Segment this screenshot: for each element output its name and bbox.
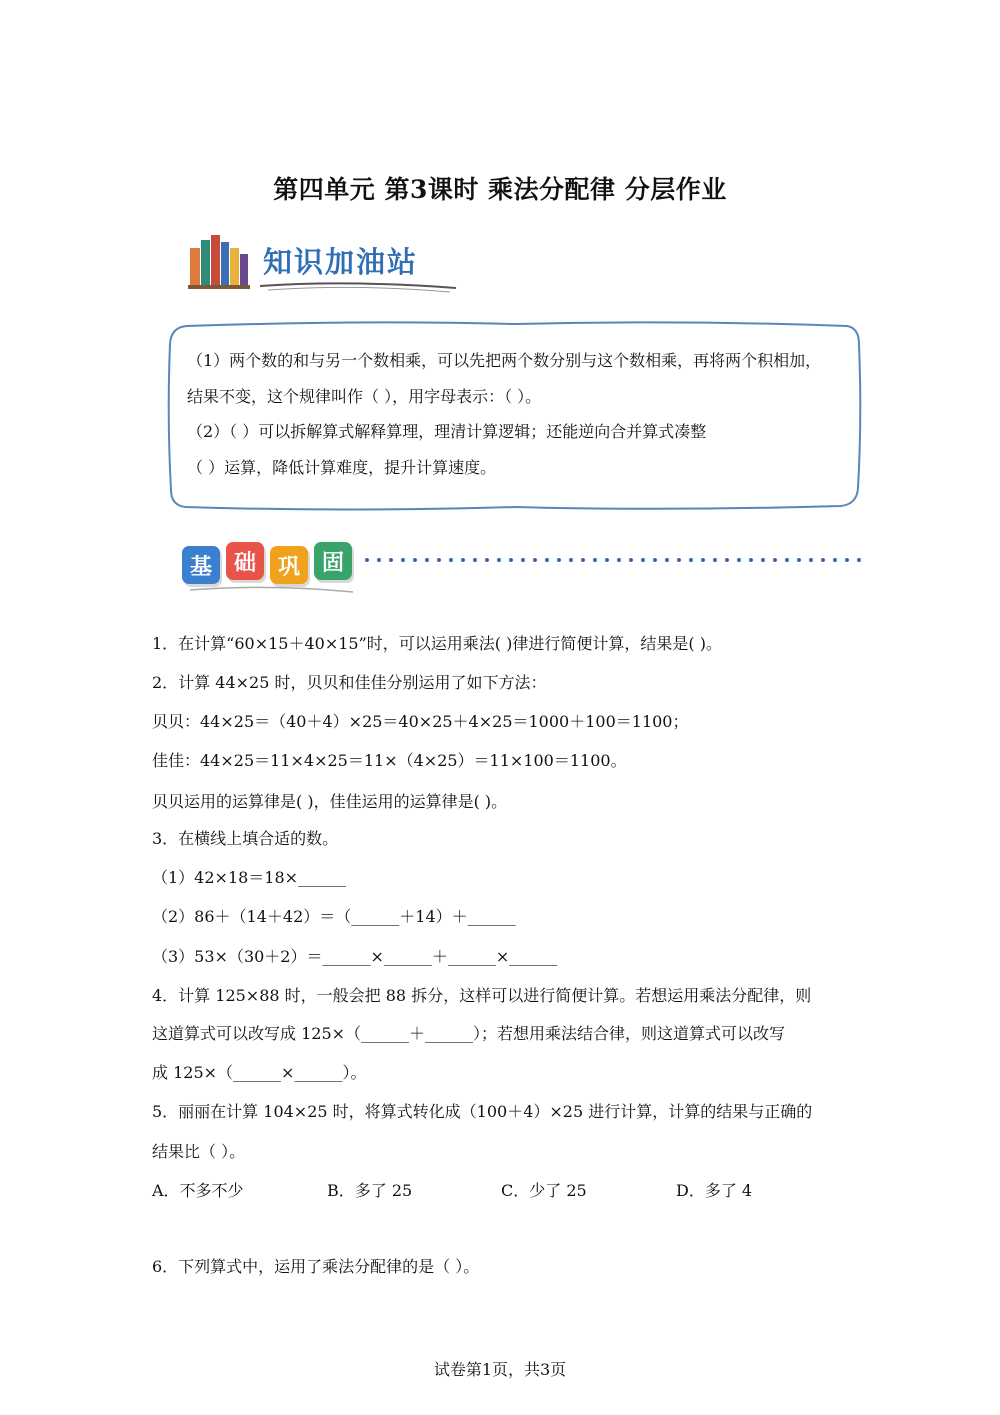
basic-header-tile: 础 (226, 542, 264, 580)
basic-header (178, 540, 878, 600)
question-3-sub-3: （3）53×（30＋2）＝______×______＋______×______ (152, 947, 558, 966)
question-2: 2．计算 44×25 时，贝贝和佳佳分别运用了如下方法： (152, 673, 547, 692)
question-5-line: 结果比（ ）。 (152, 1142, 246, 1161)
option-d[interactable]: D．多了 4 (676, 1181, 753, 1200)
question-4-line: 4．计算 125×88 时，一般会把 88 拆分，这样可以进行简便计算。若想运用乘法分配律，则 (152, 986, 812, 1005)
basic-header-tile: 固 (314, 542, 352, 580)
question-5-line: 5．丽丽在计算 104×25 时，将算式转化成（100＋4）×25 进行计算，计算的结果与正确的 (152, 1102, 813, 1121)
question-6: 6．下列算式中，运用了乘法分配律的是（ ）。 (152, 1257, 480, 1276)
page-title: 第四单元 第3课时 乘法分配律 分层作业 (273, 175, 727, 204)
question-2-ask: 贝贝运用的运算律是( )，佳佳运用的运算律是( )。 (152, 792, 508, 811)
question-3: 3．在横线上填合适的数。 (152, 829, 339, 848)
knowledge-line: 结果不变，这个规律叫作（ ），用字母表示：（ ）。 (187, 386, 542, 406)
question-3-sub-2: （2）86＋（14＋42）＝（______＋14）＋______ (152, 907, 516, 926)
question-4-line: 这道算式可以改写成 125×（______＋______）；若想用乘法结合律，则这道算式可以改写 (152, 1024, 786, 1043)
option-a[interactable]: A．不多不少 (152, 1181, 244, 1200)
question-3-sub-1: （1）42×18＝18×______ (152, 868, 347, 887)
option-b[interactable]: B．多了 25 (327, 1181, 413, 1200)
knowledge-header: 知识加油站 (263, 245, 419, 279)
dotted-divider (363, 556, 868, 564)
knowledge-line: （2）（ ）可以拆解算式解释算理，理清计算逻辑；还能逆向合并算式凑整 (187, 422, 707, 441)
page-footer: 试卷第1页，共3页 (433, 1360, 567, 1379)
knowledge-text (187, 343, 857, 485)
question-2-method-jj: 佳佳：44×25＝11×4×25＝11×（4×25）＝11×100＝1100。 (152, 751, 627, 770)
question-4-line: 成 125×（______×______）。 (152, 1063, 367, 1082)
question-1: 1．在计算“60×15＋40×15”时，可以运用乘法( )律进行简便计算，结果是( )。 (152, 634, 722, 653)
basic-header-tile: 基 (182, 546, 220, 584)
basic-header-tile: 巩 (270, 546, 308, 584)
knowledge-line: （1）两个数的和与另一个数相乘，可以先把两个数分别与这个数相乘，再将两个积相加， (187, 351, 822, 370)
header-swoosh (188, 584, 358, 596)
knowledge-line: （ ）运算，降低计算难度，提升计算速度。 (187, 457, 497, 477)
option-c[interactable]: C．少了 25 (501, 1181, 587, 1200)
question-2-method-bb: 贝贝：44×25＝（40＋4）×25＝40×25＋4×25＝1000＋100＝1100； (152, 712, 689, 731)
